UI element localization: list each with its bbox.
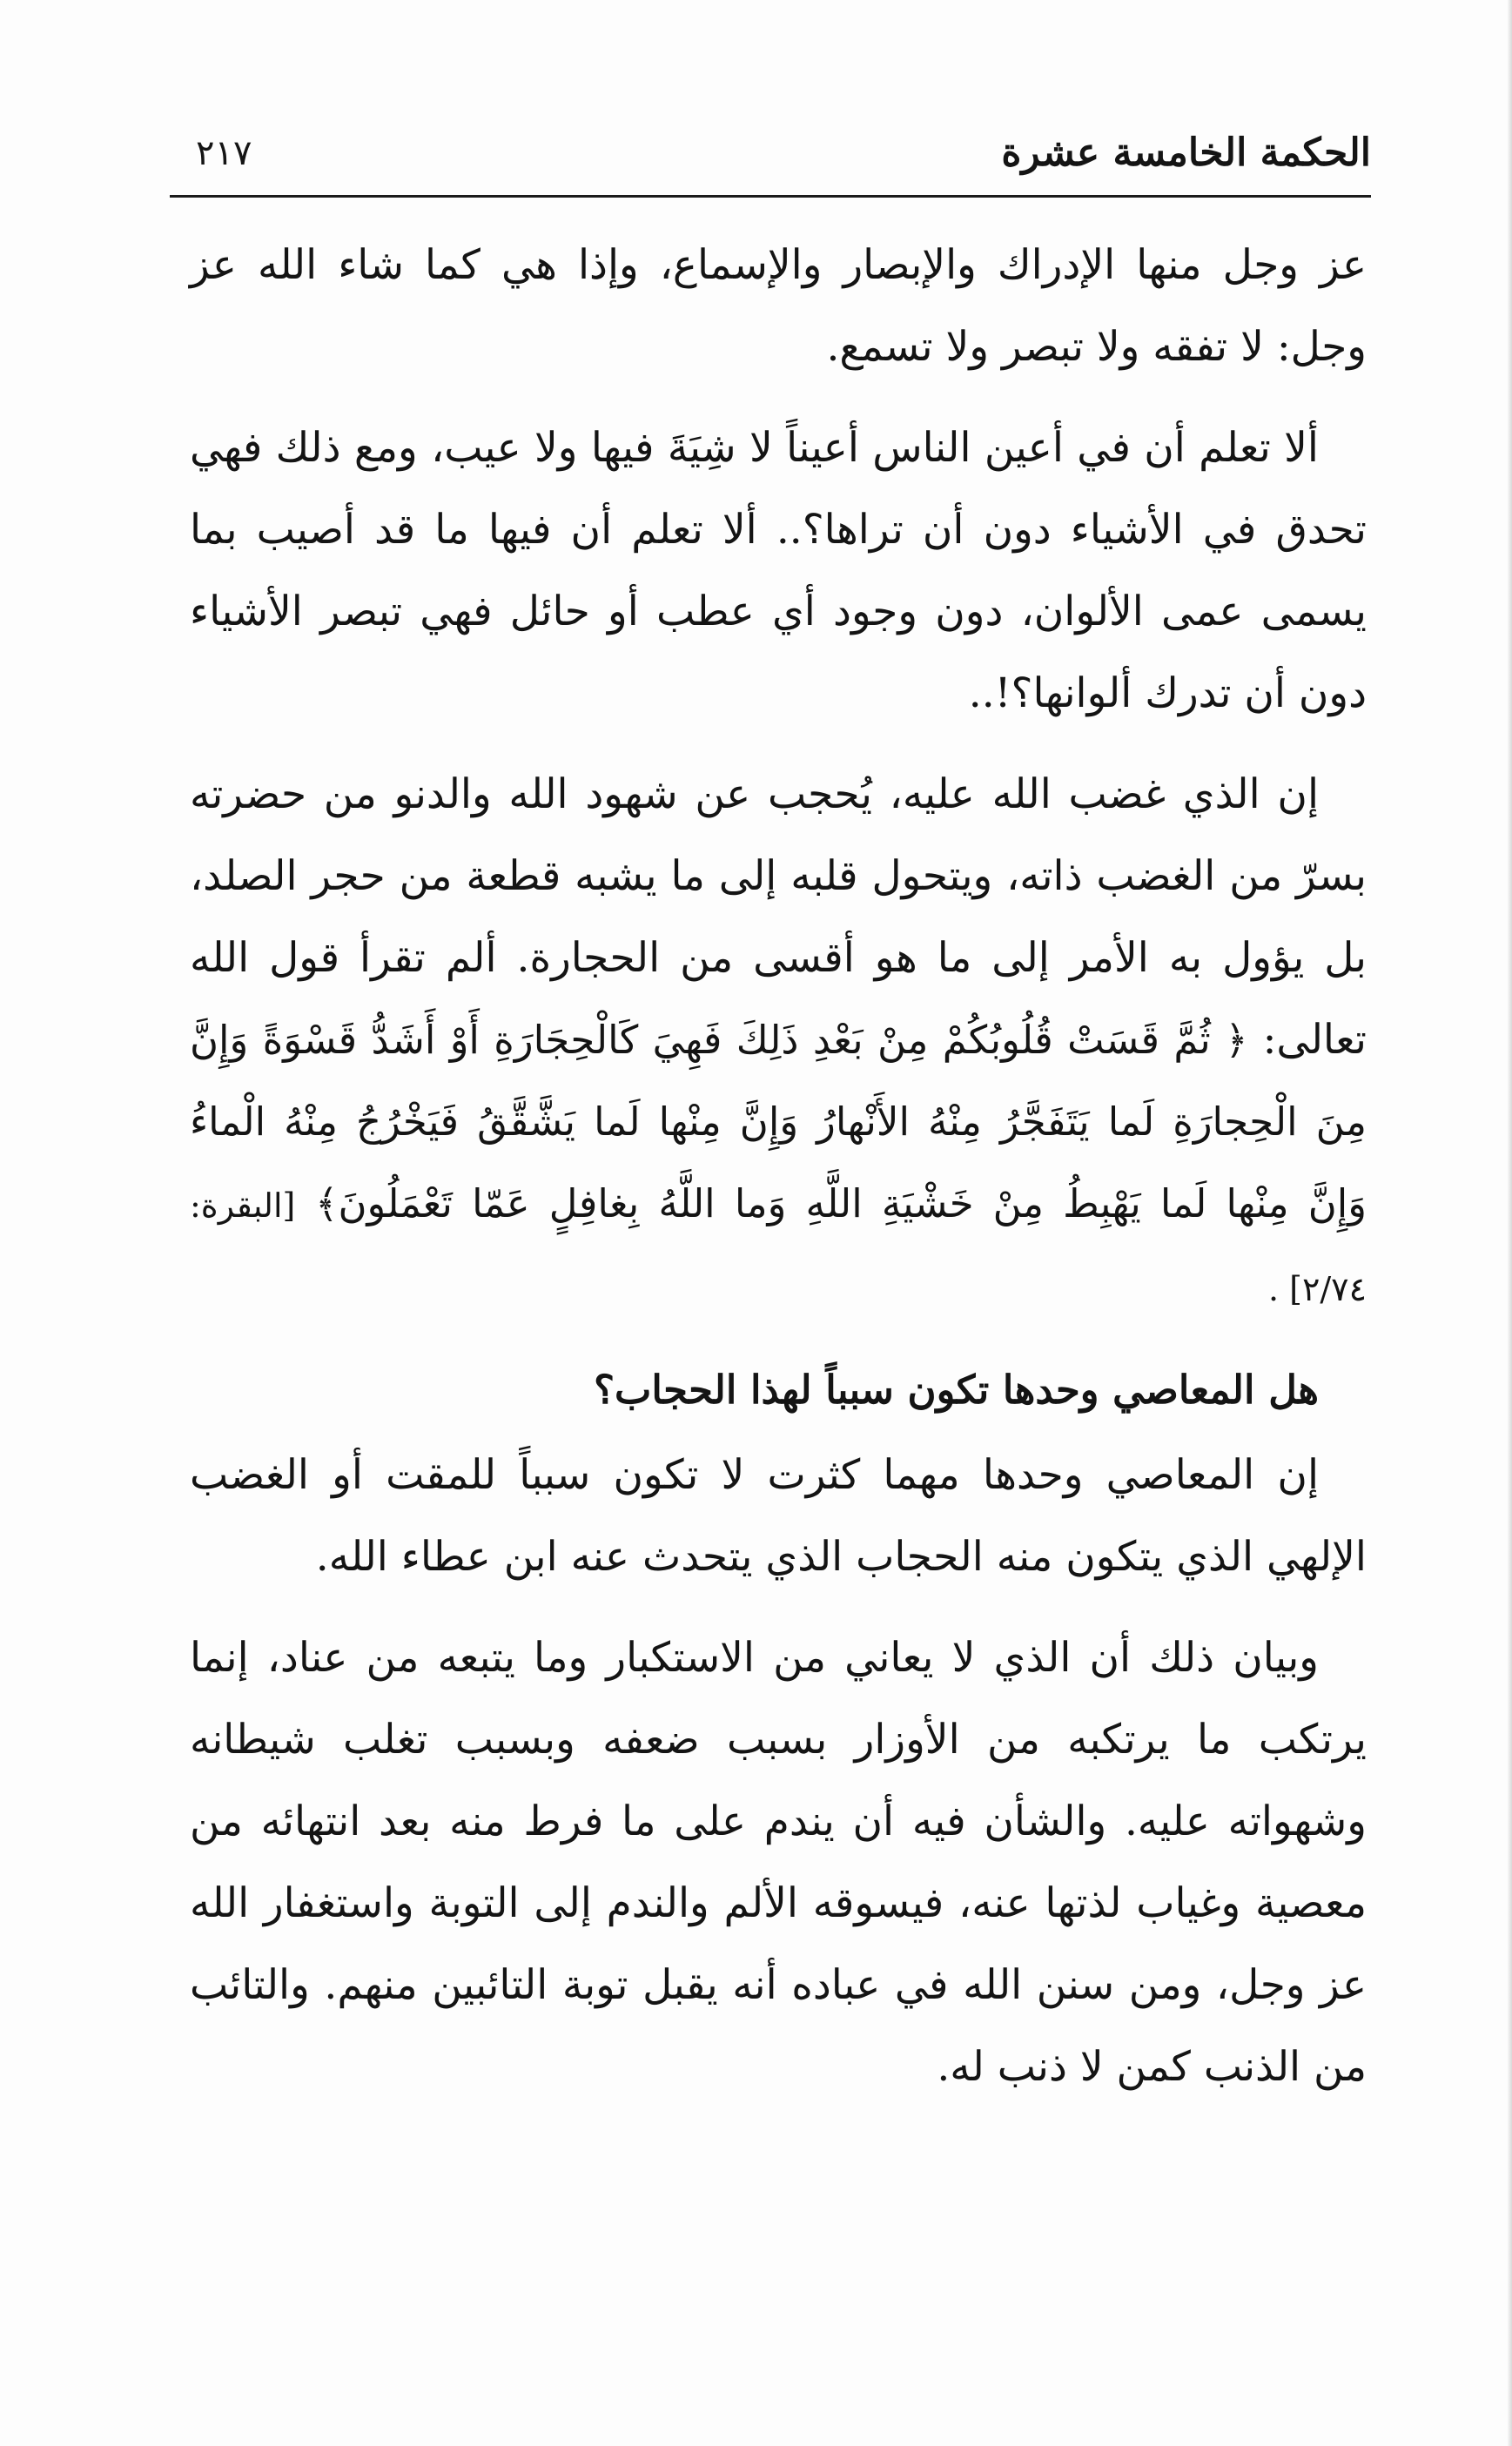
quran-verse: ﴿ ثُمَّ قَسَتْ قُلُوبُكُمْ مِنْ بَعْدِ ذَلِكَ فَهِيَ كَالْحِجَارَةِ أَوْ أَشَدُّ قَسْوَةً وَإِنَّ مِنَ الْحِجارَةِ لَما يَتَفَجَّرُ مِنْهُ الأَنْهارُ وَإِنَّ مِنْها لَما يَشَّقَّقُ فَيَخْرُجُ مِنْهُ الْماءُ وَإِنَّ مِنْها لَما يَهْبِطُ مِنْ خَشْيَةِ اللَّهِ وَما اللَّهُ بِغافِلٍ عَمّا تَعْمَلُونَ﴾ [190, 1017, 1367, 1226]
paragraph-5: وبيان ذلك أن الذي لا يعاني من الاستكبار وما يتبعه من عناد، إنما يرتكب ما يرتكبه من الأوزار بسبب ضعفه وبسبب تغلب شيطانه وشهواته عليه. والشأن فيه أن يندم على ما فرط منه بعد انتهائه من معصية وغياب لذتها عنه، فيسوقه الألم والندم إلى التوبة واستغفار الله عز وجل، ومن سنن الله في عباده أنه يقبل توبة التائبين منهم. والتائب من الذنب كمن لا ذنب له. [190, 1634, 1367, 2091]
page-number: ٢١٧ [196, 133, 252, 173]
paragraph-4: إن المعاصي وحدها مهما كثرت لا تكون سبباً للمقت أو الغضب الإلهي الذي يتكون منه الحجاب الذي يتحدث عنه ابن عطاء الله. [190, 1451, 1367, 1581]
main-text [190, 225, 1367, 2108]
page-header [170, 122, 1371, 193]
scan-edge [1507, 0, 1512, 2446]
paragraph-1: عز وجل منها الإدراك والإبصار والإسماع، وإذا هي كما شاء الله عز وجل: لا تفقه ولا تبصر ولا تسمع. [190, 241, 1367, 371]
verse-reference: [البقرة: ٢/٧٤] . [190, 1186, 1367, 1308]
chapter-title: الحكمة الخامسة عشرة [1001, 131, 1371, 175]
paragraph-3 [190, 754, 1367, 1330]
paragraph-2: ألا تعلم أن في أعين الناس أعيناً لا شِيَةَ فيها ولا عيب، ومع ذلك فهي تحدق في الأشياء دون أن تراها؟.. ألا تعلم أن فيها ما قد أصيب بما يسمى عمى الألوان، دون وجود أي عطب أو حائل فهي تبصر الأشياء دون أن تدرك ألوانها؟!.. [190, 424, 1367, 717]
header-divider [170, 195, 1371, 198]
paragraph-3-intro: إن الذي غضب الله عليه، يُحجب عن شهود الله والدنو من حضرته بسرّ من الغضب ذاته، ويتحول قلبه إلى ما يشبه قطعة من حجر الصلد، بل يؤول به الأمر إلى ما هو أقسى من الحجارة. ألم تقرأ قول الله تعالى: [190, 770, 1367, 1064]
section-heading: هل المعاصي وحدها تكون سبباً لهذا الحجاب؟ [594, 1367, 1319, 1413]
